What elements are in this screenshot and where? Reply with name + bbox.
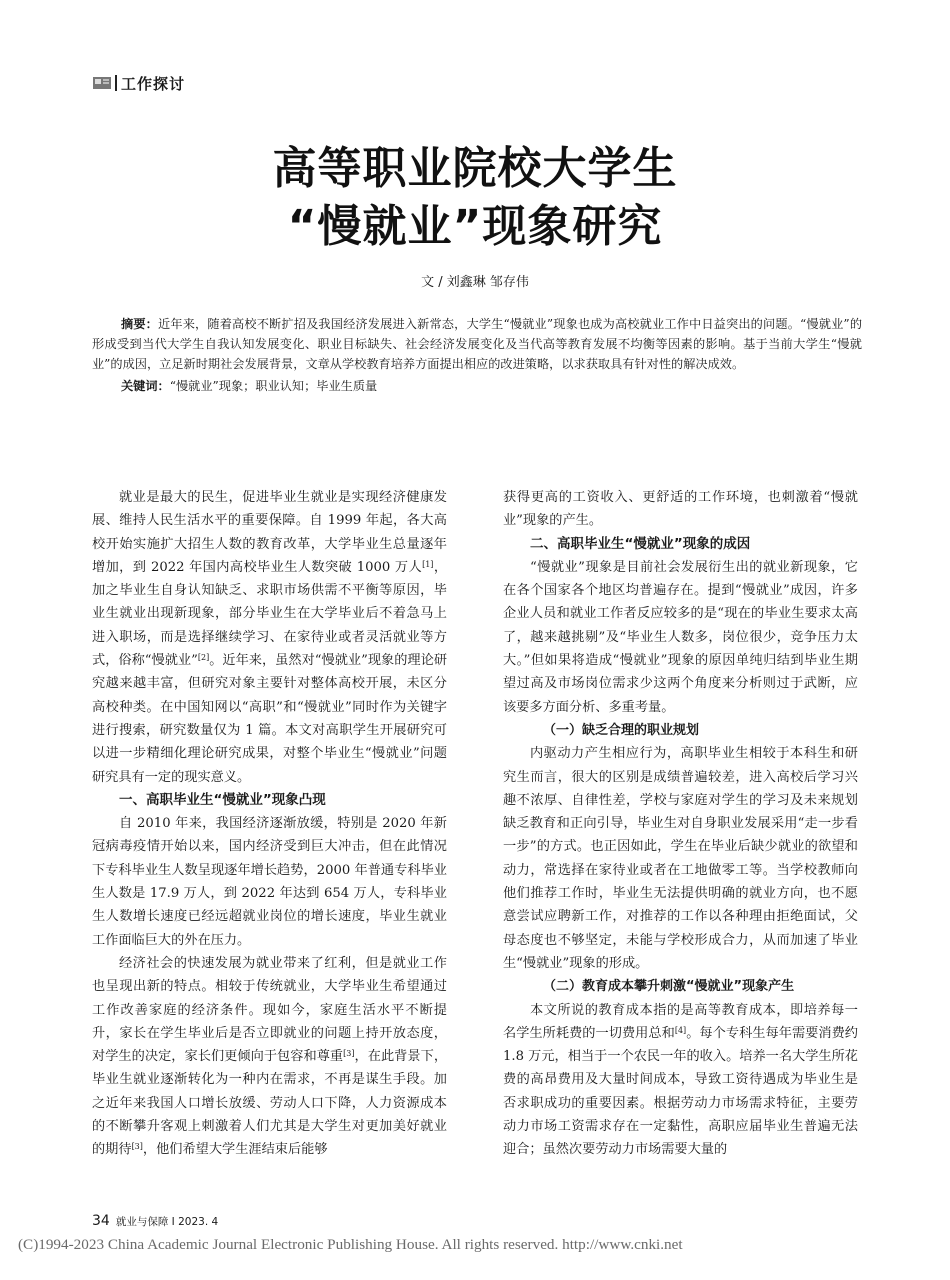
title-line-2: “慢就业”现象研究 bbox=[287, 201, 663, 252]
citation-ref[interactable]: [3] bbox=[343, 1049, 355, 1059]
text-run: 。近年来，虽然对“慢就业”现象的理论研究越来越丰富，但研究对象主要针对整体高校开展，未区分高校种类。在中国知网以“高职”和“慢就业”同时作为关键字进行搜索，研究数量仅为 1 篇。本文对高职学生开展研究可以进一步精细化理论研究成果，对整个毕业生“慢就业”问题研究具有一定的现实意义。 bbox=[92, 653, 448, 785]
continued-paragraph: 获得更高的工资收入、更舒适的工作环境，也刺激着“慢就业”现象的产生。 bbox=[503, 490, 858, 529]
right-column bbox=[503, 486, 858, 1162]
citation-ref[interactable]: [4] bbox=[674, 1025, 687, 1035]
left-column bbox=[92, 486, 447, 1162]
body-paragraph: “慢就业”现象是目前社会发展衍生出的就业新现象，它在各个国家各个地区均普遍存在。提到“慢就业”成因，许多企业人员和就业工作者反应较多的是“现在的毕业生要求太高了，越来越挑剔”及“毕业生人数多，岗位很少，竞争压力太大。”但如果将造成“慢就业”现象的原因单纯归结到毕业生期望过高及市场岗位需求少这两个角度来分析则过于武断，应该要多方面分析、多重考量。 bbox=[503, 559, 858, 715]
intro-paragraph bbox=[92, 486, 447, 789]
article-title bbox=[0, 140, 950, 256]
text-run: 就业是最大的民生，促进毕业生就业是实现经济健康发展、维持人民生活水平的重要保障。自 1999 年起，各大高校开始实施扩大招生人数的教育改革，大学毕业生总量逐年增加，到 2022 年国内高校毕业生人数突破 1000 万人 bbox=[92, 490, 447, 575]
section-header bbox=[92, 72, 185, 94]
abstract-text: 近年来，随着高校不断扩招及我国经济发展进入新常态，大学生“慢就业”现象也成为高校就业工作中日益突出的问题。“慢就业”的形成受到当代大学生自我认知发展变化、职业目标缺失、社会经济发展变化及当代高等教育发展不均衡等因素的影响。基于当前大学生“慢就业”的成因，立足新时期社会发展背景，文章从学校教育培养方面提出相应的改进策略，以求获取具有针对性的解决成效。 bbox=[92, 317, 863, 371]
citation-ref[interactable]: [3] bbox=[131, 1142, 143, 1152]
subsection-heading-2: （二）教育成本攀升刺激“慢就业”现象产生 bbox=[543, 979, 795, 995]
citation-ref[interactable]: [1] bbox=[422, 559, 434, 569]
journal-logo-icon bbox=[92, 75, 112, 91]
citation-ref[interactable]: [2] bbox=[197, 653, 210, 663]
subsection-heading-1: （一）缺乏合理的职业规划 bbox=[543, 722, 700, 738]
copyright-notice: (C)1994-2023 China Academic Journal Electronic Publishing House. All rights reserved. http://www.cnki.net bbox=[18, 1236, 683, 1253]
abstract-block bbox=[92, 314, 862, 396]
page-number: 34 bbox=[92, 1213, 110, 1229]
page-footer bbox=[92, 1213, 218, 1229]
journal-issue: 就业与保障 Ⅰ 2023. 4 bbox=[115, 1216, 219, 1228]
body-paragraph bbox=[503, 999, 858, 1162]
text-run: 经济社会的快速发展为就业带来了红利，但是就业工作也呈现出新的特点。相较于传统就业，大学毕业生希望通过工作改善家庭的经济条件。现如今，家庭生活水平不断提升，家长在学生毕业后是否立即就业的问题上持开放态度，对学生的决定，家长们更倾向于包容和尊重 bbox=[92, 955, 447, 1065]
body-paragraph bbox=[92, 952, 447, 1162]
keywords-paragraph bbox=[92, 376, 862, 396]
text-run: 。每个专科生每年需要消费约 1.8 万元，相当于一个农民一年的收入。培养一名大学生所花费的高昂费用及大量时间成本，导致工资待遇成为毕业生是否求职成功的重要因素。根据劳动力市场需求特征，主要劳动力市场工资需求存在一定黏性，高职应届毕业生普遍无法迎合；虽然次要劳动力市场需要大量的 bbox=[503, 1025, 858, 1158]
abstract-label: 摘要： bbox=[121, 317, 159, 331]
author-line: 文 / 刘鑫琳 邹存伟 bbox=[421, 275, 529, 290]
section-heading-2: 二、高职毕业生“慢就业”现象的成因 bbox=[530, 535, 751, 552]
section-heading-1: 一、高职毕业生“慢就业”现象凸现 bbox=[119, 791, 326, 808]
body-paragraph: 内驱动力产生相应行为，高职毕业生相较于本科生和研究生而言，很大的区别是成绩普遍较差，进入高校后学习兴趣不浓厚、自律性差，学校与家庭对学生的学习及未来规划缺乏教育和正向引导，毕业生对自身职业发展采用“走一步看一步”的方式。也正因如此，学生在毕业后缺少就业的欲望和动力，常选择在家待业或者在工地做零工等。当学校教师向他们推荐工作时，毕业生无法提供明确的就业方向，也不愿意尝试应聘新工作，对推荐的工作以各种理由拒绝面试，父母态度也不够坚定，未能与学校形成合力，从而加速了毕业生“慢就业”现象的形成。 bbox=[503, 746, 858, 971]
title-line-1: 高等职业院校大学生 bbox=[272, 143, 678, 194]
keywords-label: 关键词： bbox=[121, 379, 170, 393]
abstract-paragraph bbox=[92, 314, 862, 374]
body-paragraph: 自 2010 年来，我国经济逐渐放缓，特别是 2020 年新冠病毒疫情开始以来，国内经济受到巨大冲击，但在此情况下专科毕业生人数呈现逐年增长趋势，2000 年普通专科毕业生人数是 17.9 万人，到 2022 年达到 654 万人，专科毕业生人数增长速度已经远超就业岗位的增长速度，毕业生就业工作面临巨大的外在压力。 bbox=[92, 816, 447, 948]
text-run: 本文所说的教育成本指的是高等教育成本，即培养每一名学生所耗费的一切费用总和 bbox=[503, 1002, 858, 1041]
keywords-text: “慢就业”现象；职业认知；毕业生质量 bbox=[169, 379, 378, 393]
header-divider bbox=[115, 75, 117, 91]
text-run: ，在此背景下，毕业生就业逐渐转化为一种内在需求，不再是谋生手段。加之近年来我国人口增长放缓、劳动人口下降，人力资源成本的不断攀升客观上刺激着人们尤其是大学生对更加美好就业的期待 bbox=[92, 1049, 448, 1158]
text-run: ，加之毕业生自身认知缺乏、求职市场供需不平衡等原因，毕业生就业出现新现象，部分毕业生在大学毕业后不着急马上进入职场，而是选择继续学习、在家待业或者灵活就业等方式，俗称“慢就业” bbox=[92, 559, 448, 669]
section-title: 工作探讨 bbox=[121, 74, 186, 93]
text-run: ，他们希望大学生涯结束后能够 bbox=[142, 1142, 328, 1158]
